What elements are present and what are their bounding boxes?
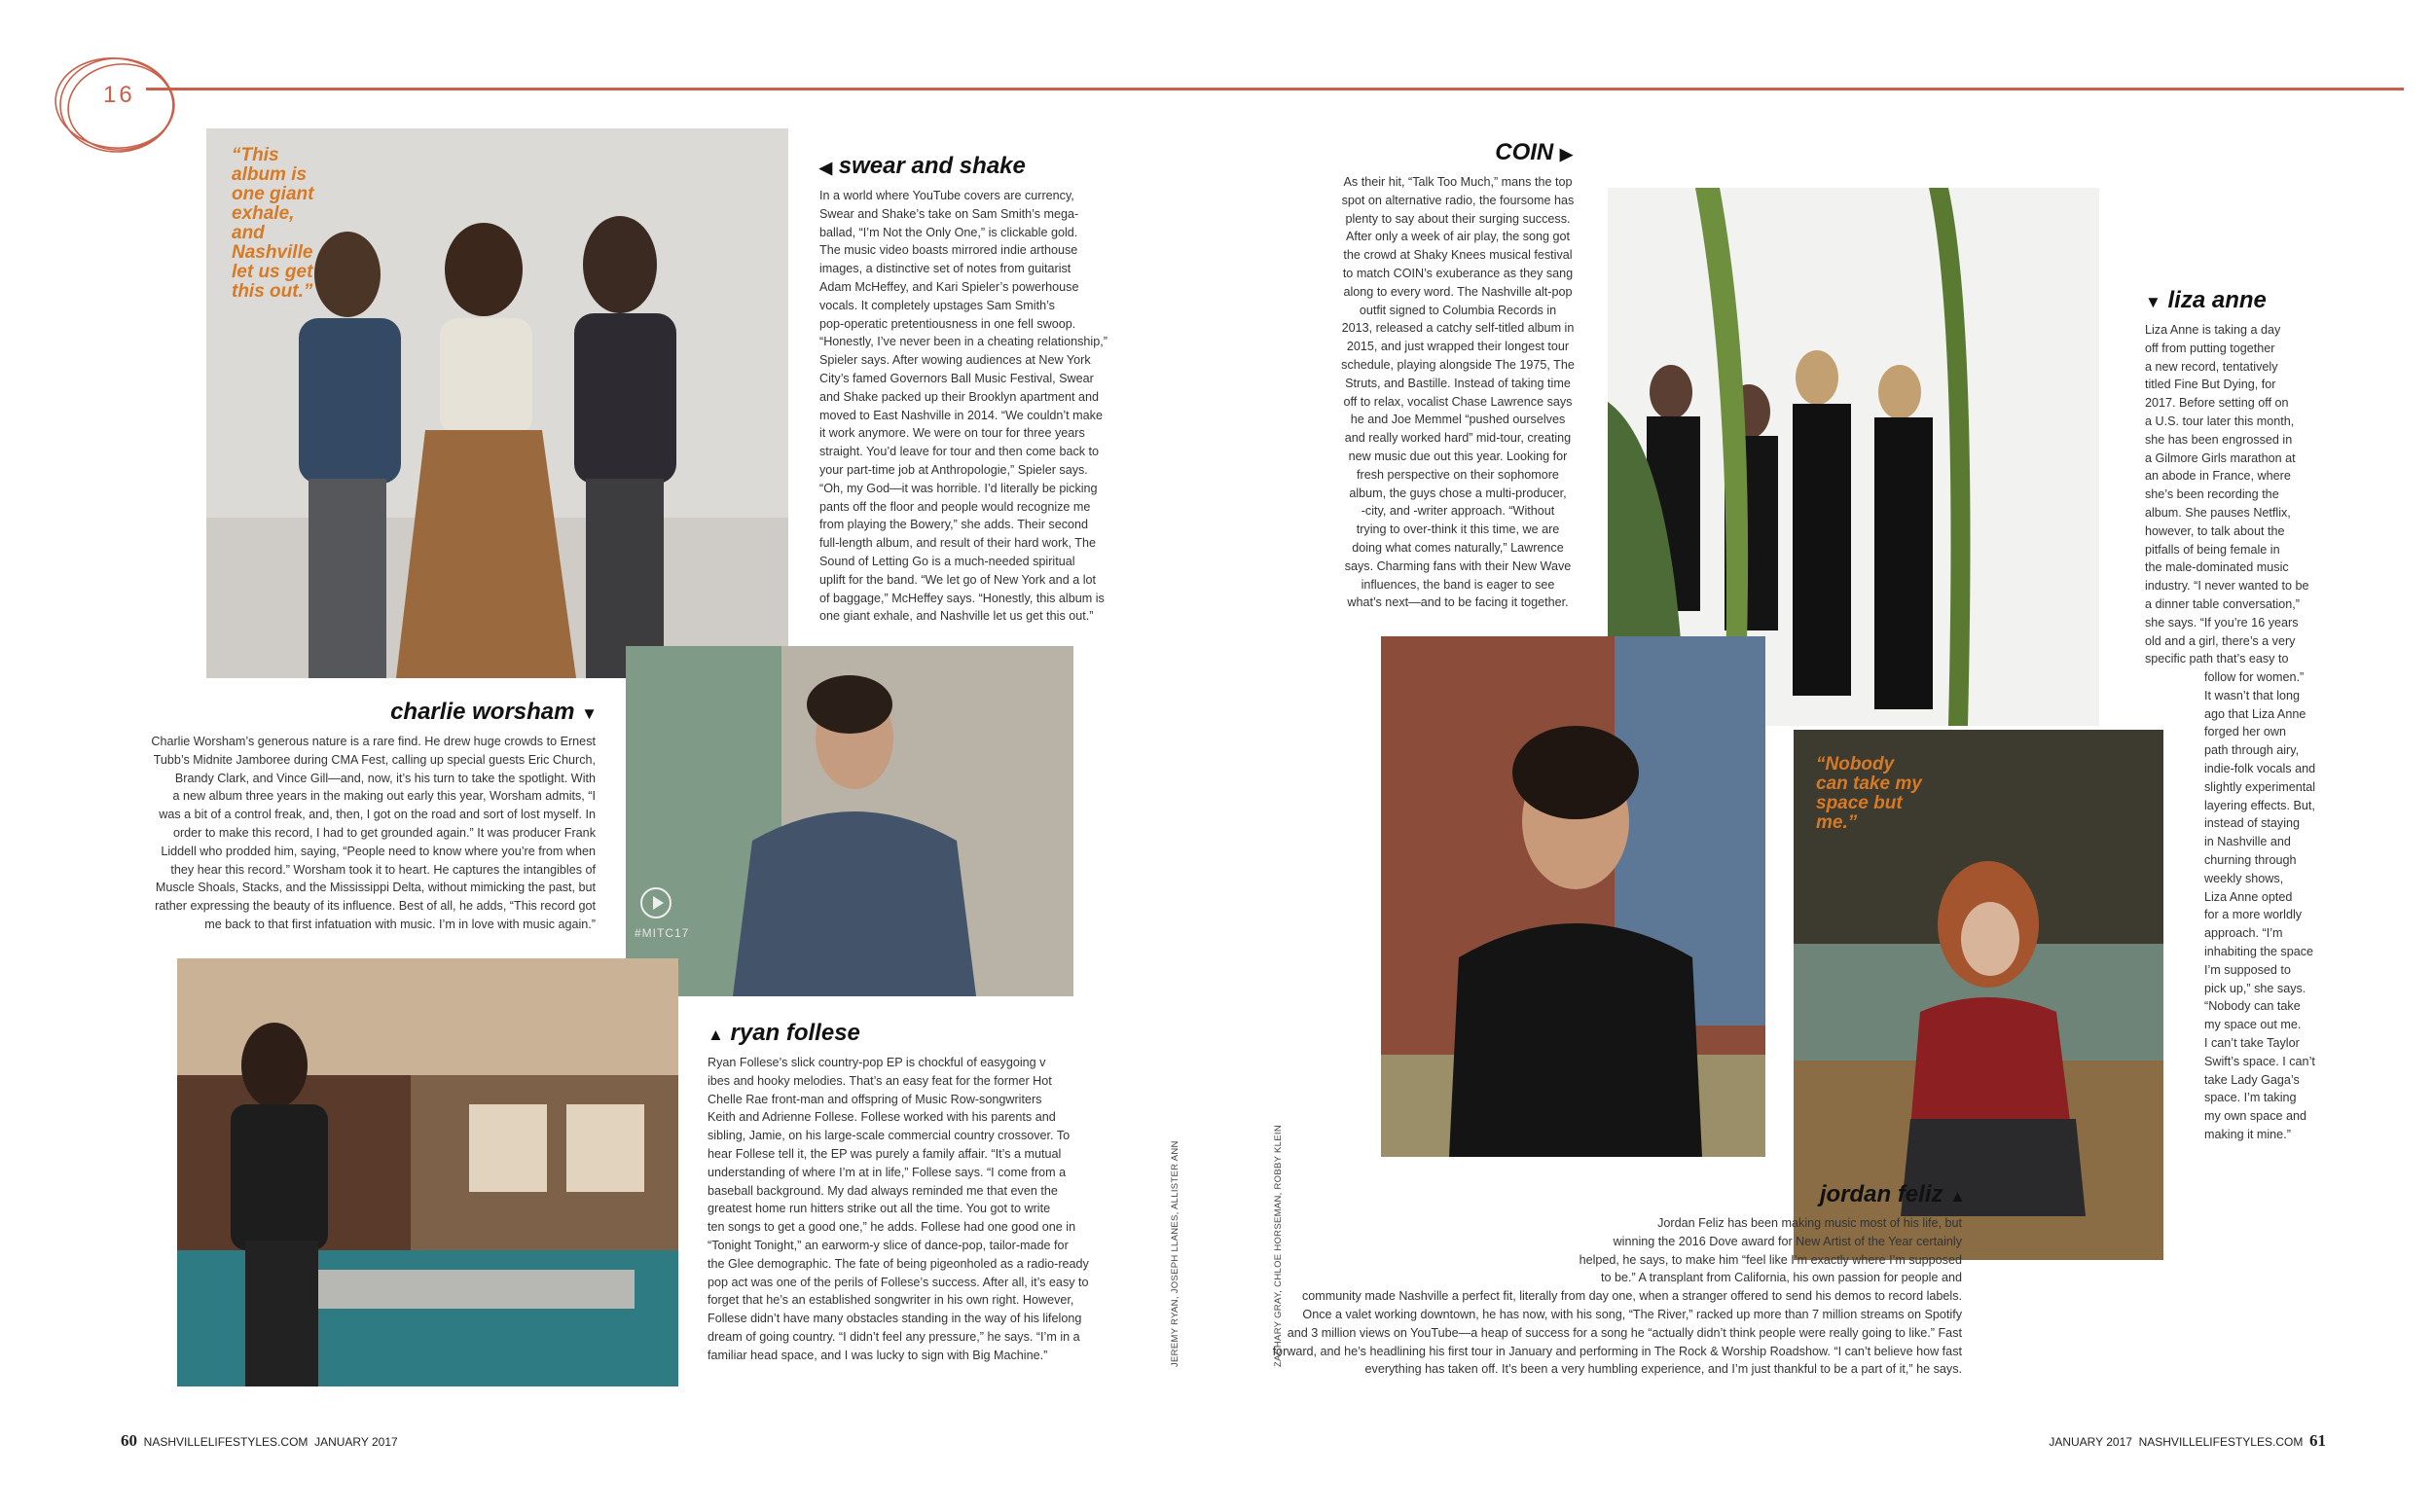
text-line: ballad, “I’m Not the Only One,” is clickable gold. <box>819 225 1078 239</box>
text-line: Liza Anne opted <box>2204 889 2293 904</box>
text-line: churning through <box>2204 852 2297 867</box>
text-line: and Shake packed up their Brooklyn apartment and <box>819 389 1100 404</box>
page-number-right: 61 <box>2309 1431 2326 1450</box>
text-line: Adam McHeffey, and Kari Spieler’s powerhouse <box>819 279 1079 294</box>
text-line: Swift’s space. I can’t <box>2204 1054 2315 1068</box>
text-line: rather expressing the beauty of its influence. Best of all, he adds, “This record got <box>155 899 596 914</box>
text-line: Once a valet working downtown, he has now, with his song, “The River,” racked up more than 7 million streams on Spotify <box>1302 1307 1962 1321</box>
photo-credit-right: ZACHARY GRAY, CHLOE HORSEMAN, ROBBY KLEIN <box>1273 1125 1284 1367</box>
text-line: 2015, and just wrapped their longest tour <box>1346 340 1570 354</box>
text-line: me back to that first infatuation with music. I’m in love with music again.” <box>204 917 596 931</box>
text-line: Chelle Rae front-man and offspring of Music Row-songwriters <box>708 1092 1042 1106</box>
photo-jordan-feliz <box>1381 636 1765 1157</box>
text-line: I can’t take Taylor <box>2204 1035 2300 1050</box>
text-line: fresh perspective on their sophomore <box>1357 467 1559 482</box>
text-line: schedule, playing alongside The 1975, The <box>1341 357 1575 372</box>
text-line: outfit signed to Columbia Records in <box>1359 303 1557 317</box>
text-line: and 3 million views on YouTube—a heap of success for a song he “actually didn’t think people were really going to like.” Fast <box>1287 1325 1962 1340</box>
issue-date-right: JANUARY 2017 <box>2049 1435 2132 1449</box>
text-line: a dinner table conversation,” <box>2145 596 2300 611</box>
text-line: instead of staying <box>2204 816 2301 831</box>
text-line: the male-dominated music <box>2145 560 2289 575</box>
text-line: order to make this record, I had to get grounded again.” It was producer Frank <box>172 825 596 840</box>
text-line: the Glee demographic. The fate of being pigeonholed as a radio-ready <box>708 1256 1089 1271</box>
article-liza-anne-top <box>2145 321 2308 668</box>
text-line: slightly experimental <box>2204 779 2316 794</box>
text-line: to be.” A transplant from California, his own passion for people and <box>1600 1271 1962 1285</box>
text-line: a Gilmore Girls marathon at <box>2145 450 2296 465</box>
text-line: “Nobody can take <box>2204 999 2301 1014</box>
text-line: pick up,” she says. <box>2204 981 2306 995</box>
folio-left <box>121 1431 398 1451</box>
text-line: trying to over-think it this time, we are <box>1356 522 1560 537</box>
article-liza-anne-bottom <box>2204 668 2315 1144</box>
text-line: full-length album, and result of their hard work, The <box>819 536 1096 551</box>
text-line: pitfalls of being female in <box>2145 542 2280 557</box>
text-line: vocals. It completely upstages Sam Smith’s <box>819 298 1055 312</box>
text-line: familiar head space, and I was lucky to sign with Big Machine.” <box>708 1348 1048 1362</box>
text-line: Follese didn’t have many obstacles standing in the way of his lifelong <box>708 1312 1082 1326</box>
triangle-up-icon: ▲ <box>1949 1187 1966 1206</box>
text-line: ibes and hooky melodies. That’s an easy feat for the former Hot <box>708 1073 1052 1088</box>
heading-jordan-feliz: jordan feliz ▲ <box>1819 1181 1966 1207</box>
text-line: she’s been recording the <box>2145 487 2279 502</box>
site-name-right: NASHVILLELIFESTYLES.COM <box>2138 1435 2304 1449</box>
text-line: images, a distinctive set of notes from guitarist <box>819 262 1071 276</box>
text-line: your part-time job at Anthropologie,” Spieler says. <box>819 462 1088 477</box>
triangle-left-icon: ◀ <box>819 159 833 177</box>
text-line: to match COIN’s exuberance as they sang <box>1342 266 1574 280</box>
issue-date-left: JANUARY 2017 <box>314 1435 398 1449</box>
text-line: winning the 2016 Dove award for New Artist of the Year certainly <box>1613 1234 1962 1248</box>
text-line: space. I’m taking <box>2204 1091 2297 1105</box>
text-line: 2017. Before setting off on <box>2145 396 2289 411</box>
text-line: she has been engrossed in <box>2145 432 2293 447</box>
play-icon[interactable] <box>640 887 672 918</box>
text-line: inhabiting the space <box>2204 944 2314 958</box>
triangle-down-icon: ▼ <box>581 704 598 723</box>
page-number-left: 60 <box>121 1431 137 1450</box>
text-line: I’m supposed to <box>2204 962 2291 977</box>
text-line: forged her own <box>2204 725 2287 739</box>
photo-credit-left: JEREMY RYAN, JOSEPH LLANES, ALLISTER ANN <box>1170 1140 1180 1367</box>
heading-coin: COIN ▶ <box>1495 139 1573 165</box>
text-line: greatest home run hitters strike out all the time. You got to write <box>708 1202 1051 1216</box>
text-line: Spieler says. After wowing audiences at New York <box>819 353 1091 368</box>
heading-liza-anne: ▼ liza anne <box>2145 287 2267 313</box>
text-line: straight. You’d leave for tour and then come back to <box>819 445 1100 459</box>
text-line: titled Fine But Dying, for <box>2145 378 2276 392</box>
text-line: Ryan Follese’s slick country-pop EP is chockful of easygoing v <box>708 1056 1046 1069</box>
text-line: album, the guys chose a multi-producer, <box>1349 486 1567 500</box>
heading-swear-and-shake: ◀ swear and shake <box>819 153 1026 179</box>
text-line: indie-folk vocals and <box>2204 761 2316 775</box>
text-line: plenty to say about their surging success. <box>1345 211 1571 226</box>
triangle-right-icon: ▶ <box>1559 145 1573 163</box>
text-line: making it mine.” <box>2204 1127 2291 1141</box>
photo-charlie-worsham <box>177 958 678 1386</box>
text-line: In a world where YouTube covers are currency, <box>819 189 1074 202</box>
article-ryan-follese <box>708 1054 1089 1365</box>
text-line: Keith and Adrienne Follese. Follese worked with his parents and <box>708 1110 1056 1125</box>
text-line: City’s famed Governors Ball Music Festival, Swear <box>819 371 1094 385</box>
text-line: The music video boasts mirrored indie arthouse <box>819 243 1078 258</box>
text-line: dream of going country. “I didn’t feel any pressure,” he says. “I’m in a <box>708 1329 1080 1344</box>
text-line: a new record, tentatively <box>2145 359 2278 374</box>
text-line: After only a week of air play, the song got <box>1345 230 1571 244</box>
text-line: understanding of where I’m at in life,” Follese says. “I come from a <box>708 1165 1067 1179</box>
text-line: -city, and -writer approach. “Without <box>1361 504 1555 519</box>
text-line: the crowd at Shaky Knees musical festival <box>1343 248 1573 263</box>
text-line: community made Nashville a perfect fit, literally from day one, when a stranger offered to send his demos to record labels. <box>1301 1289 1962 1304</box>
text-line: old and a girl, there’s a very <box>2145 633 2296 648</box>
text-line: pop act was one of the perils of Follese’s success. After all, it’s easy to <box>708 1275 1089 1289</box>
text-line: “Honestly, I’ve never been in a cheating relationship,” <box>819 335 1108 349</box>
text-line: new music due out this year. Looking for <box>1348 449 1568 463</box>
text-line: uplift for the band. “We let go of New York and a lot <box>819 572 1096 587</box>
text-line: 2013, released a catchy self-titled album in <box>1341 321 1575 336</box>
triangle-up-icon: ▲ <box>708 1026 724 1044</box>
site-name-left: NASHVILLELIFESTYLES.COM <box>143 1435 309 1449</box>
hashtag-label: #MITC17 <box>635 926 690 940</box>
text-line: “Oh, my God—it was horrible. I’d literally be picking <box>819 481 1098 495</box>
text-line: for a more worldly <box>2204 908 2303 922</box>
text-line: baseball background. My dad always reminded me that even the <box>708 1183 1058 1198</box>
article-jordan-feliz <box>1273 1214 1962 1379</box>
folio-right <box>2049 1431 2326 1451</box>
text-line: it work anymore. We were on tour for three years <box>819 426 1085 441</box>
text-line: album. She pauses Netflix, <box>2145 505 2291 520</box>
text-line: off from putting together <box>2145 341 2275 355</box>
text-line: weekly shows, <box>2204 871 2284 885</box>
text-line: follow for women.” <box>2204 670 2305 684</box>
text-line: they hear this record.” Worsham took it to heart. He captures the intangibles of <box>170 862 596 877</box>
text-line: ten songs to get a good one,” he adds. Follese had one good one in <box>708 1220 1076 1235</box>
text-line: “Tonight Tonight,” an earworm-y slice of dance-pop, tailor-made for <box>708 1238 1069 1252</box>
pullquote-swear-and-shake: “This album is one giant exhale, and Nashville let us get this out.” <box>232 145 314 302</box>
text-line: my space out me. <box>2204 1018 2302 1032</box>
text-line: was a bit of a control freak, and, then, I got on the road and sort of lost myself. In <box>159 808 596 822</box>
text-line: from playing the Bowery,” she adds. Their second <box>819 518 1089 532</box>
article-coin <box>1322 173 1594 612</box>
text-line: everything has taken off. It’s been a very humbling experience, and I’m just thankful to be a part of it,” he says. <box>1364 1362 1962 1377</box>
text-line: Charlie Worsham’s generous nature is a rare find. He drew huge crowds to Ernest <box>151 735 596 748</box>
text-line: an abode in France, where <box>2145 469 2291 484</box>
text-line: ago that Liza Anne <box>2204 706 2306 721</box>
text-line: It wasn’t that long <box>2204 688 2301 702</box>
text-line: Struts, and Bastille. Instead of taking time <box>1345 376 1571 390</box>
photo-ryan-follese <box>626 646 1073 996</box>
text-line: moved to East Nashville in 2014. “We couldn’t make <box>819 408 1103 422</box>
text-line: doing what comes naturally,” Lawrence <box>1352 540 1564 555</box>
text-line: off to relax, vocalist Chase Lawrence says <box>1343 394 1573 409</box>
text-line: Brandy Clark, and Vince Gill—and, now, it’s his turn to take the spotlight. With <box>174 771 596 785</box>
heading-charlie-worsham: charlie worsham ▼ <box>390 699 598 725</box>
text-line: layering effects. But, <box>2204 798 2315 812</box>
text-line: my own space and <box>2204 1109 2307 1124</box>
text-line: and really worked hard” mid-tour, creating <box>1344 431 1572 446</box>
text-line: As their hit, “Talk Too Much,” mans the top <box>1343 175 1573 189</box>
text-line: forward, and he’s headlining his first tour in January and performing in The Rock & Worship Roadshow. “I can’t believe how fast <box>1272 1344 1962 1358</box>
text-line: a U.S. tour later this month, <box>2145 414 2295 428</box>
text-line: Liddell who prodded him, saying, “People need to know where you’re from when <box>161 844 596 858</box>
article-swear-and-shake <box>819 187 1108 626</box>
text-line: Swear and Shake’s take on Sam Smith’s mega- <box>819 206 1079 221</box>
text-line: in Nashville and <box>2204 835 2291 849</box>
text-line: approach. “I’m <box>2204 926 2283 941</box>
triangle-down-icon: ▼ <box>2145 293 2161 311</box>
text-line: industry. “I never wanted to be <box>2145 579 2309 594</box>
text-line: Tubb’s Midnite Jamboree during CMA Fest, calling up special guests Eric Church, <box>153 752 596 767</box>
text-line: pants off the floor and people would recognize me <box>819 499 1091 514</box>
text-line: Sound of Letting Go is a much-needed spiritual <box>819 554 1075 568</box>
text-line: however, to talk about the <box>2145 523 2285 538</box>
header-rule <box>146 88 2404 90</box>
text-line: what’s next—and to be facing it together. <box>1347 595 1569 610</box>
text-line: Liza Anne is taking a day <box>2145 323 2281 337</box>
text-line: sibling, Jamie, on his large-scale commercial country crossover. To <box>708 1129 1071 1143</box>
text-line: one giant exhale, and Nashville let us get this out.” <box>819 609 1094 624</box>
text-line: hear Follese tell it, the EP was purely a family affair. “It’s a mutual <box>708 1146 1062 1161</box>
text-line: path through airy, <box>2204 743 2300 758</box>
text-line: Muscle Shoals, Stacks, and the Mississippi Delta, without mimicking the past, but <box>155 881 596 895</box>
issue-number: 16 <box>103 82 135 108</box>
text-line: helped, he says, to make him “feel like I’m exactly where I’m supposed <box>1579 1252 1962 1267</box>
text-line: of baggage,” McHeffey says. “Honestly, this album is <box>819 591 1105 605</box>
heading-ryan-follese: ▲ ryan follese <box>708 1020 860 1046</box>
text-line: Jordan Feliz has been making music most of his life, but <box>1657 1216 1962 1230</box>
text-line: says. Charming fans with their New Wave <box>1344 558 1572 573</box>
text-line: influences, the band is eager to see <box>1361 577 1555 592</box>
text-line: take Lady Gaga’s <box>2204 1072 2300 1087</box>
article-charlie-worsham <box>151 733 596 934</box>
text-line: forget that he’s an established songwriter in his own right. However, <box>708 1293 1074 1308</box>
text-line: pop-operatic pretentiousness in one fell swoop. <box>819 316 1076 331</box>
text-line: spot on alternative radio, the foursome has <box>1341 193 1575 207</box>
text-line: specific path that’s easy to <box>2145 652 2289 666</box>
text-line: she says. “If you’re 16 years <box>2145 615 2299 630</box>
text-line: he and Joe Memmel “pushed ourselves <box>1350 413 1566 427</box>
text-line: a new album three years in the making out early this year, Worsham admits, “I <box>172 789 596 804</box>
pullquote-liza-anne: “Nobody can take my space but me.” <box>1816 754 1922 833</box>
text-line: along to every word. The Nashville alt-pop <box>1343 284 1573 299</box>
